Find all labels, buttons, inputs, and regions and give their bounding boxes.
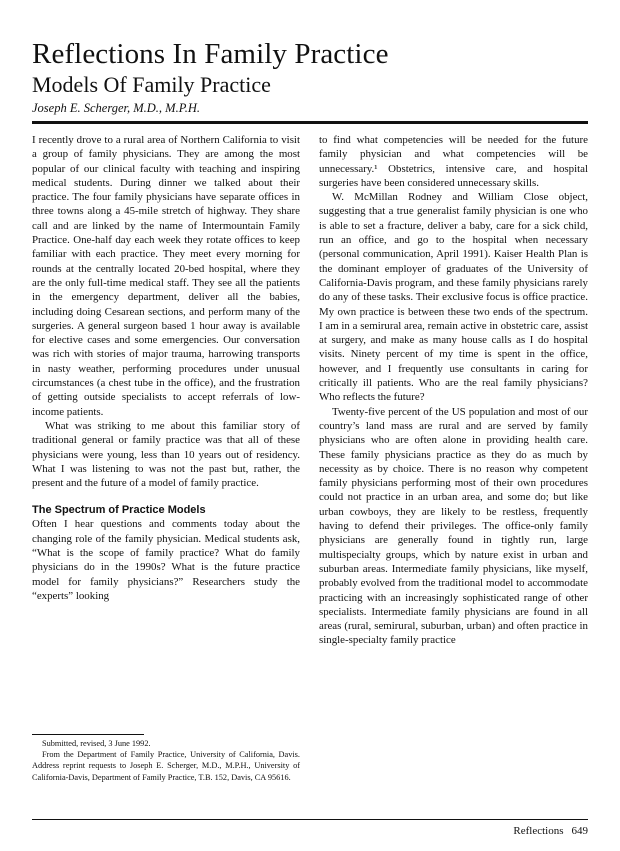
body-paragraph: What was striking to me about this familiar story of traditional general or family practice was that all of these physicians were young, less than 10 years out of residency. What I was listening to was not the past but, rather, the present and the future of a model of family practice.: [32, 419, 300, 490]
footer-rule: [32, 819, 588, 820]
footnote: Submitted, revised, 3 June 1992.: [42, 739, 151, 748]
running-footer: [513, 824, 588, 838]
footnote-rule: [32, 734, 144, 735]
left-column: [32, 133, 300, 603]
header-rule: [32, 121, 588, 124]
article-title: Reflections In Family Practice: [32, 38, 389, 70]
author-byline: Joseph E. Scherger, M.D., M.P.H.: [32, 101, 201, 115]
section-heading: The Spectrum of Practice Models: [32, 504, 206, 517]
body-paragraph: Twenty-five percent of the US population and most of our country’s land mass are rural and are served by family physicians who are often alone in providing health care. These family physicians practice as they do as much by necessity as by choice. There is no reason why competent family physicians performing most of their own procedures could not practice in an urban area, and some do; but like urban cowboys, they are likely to be restless, frequently having to defend their privileges. The office-only family physicians are generally found in tightly run, large multispecialty groups, which by nature exist in urban and suburban areas. Intermediate family physicians, like myself, probably evolved from the traditional model to accommodate practicing with an increasingly sophisticated range of other specialists. Intermediate family physicians are found in all areas (rural, semirural, suburban, urban) and often practice in single-specialty family practice: [319, 405, 588, 647]
right-column: [319, 133, 588, 648]
article-subtitle: Models Of Family Practice: [32, 72, 271, 97]
body-paragraph: I recently drove to a rural area of Northern California to visit a group of family physicians. They are among the most popular of our clinical faculty with teaching and inspiring medical students. During dinner we talked about their practice. The four family physicians have separate offices in three towns along a 45-mile stretch of highway. They share call and are linked by the name of Intermountain Family Practice. One-half day each week they rotate offices to keep familiar with each practice. They meet every morning for rounds at the centrally located 20-bed hospital, where they are the only full-time medical staff. They see all the patients in the emergency department, deliver all the babies, including doing Cesarean sections, and perform many of the surgeries. A general surgeon based 1 hour away is available for elective cases and some emergencies. Our conversation was rich with stories of major trauma, harrowing transports in nasty weather, performing procedures under unusual circumstances (a chest tube in the office), and the frustration of getting outside specialists to accept referrals of low-income patients.: [32, 134, 300, 418]
footnotes: [32, 738, 300, 783]
body-paragraph: to find what competencies will be needed for the future family physician and what competencies will be unnecessary.¹ Obstetrics, intensive care, and hospital surgeries have been considered unnecessary skills.: [319, 134, 588, 189]
body-paragraph: W. McMillan Rodney and William Close object, suggesting that a true generalist family physician is one who is able to set a fracture, deliver a baby, care for a sick child, run an office, and go to the hospital when necessary (personal communication, April 1991). Kaiser Health Plan is the dominant employer of graduates of the University of California-Davis program, and these family physicians rarely do any of these tasks. Their exclusive focus is office practice. My own practice is between these two ends of the spectrum. I am in a semirural area, remain active in obstetric care, assist at surgery, and make as many house calls as I do hospital visits. Ninety percent of my time is spent in the office, however, and I frequently use consultants in caring for critically ill patients. Who are the real family physicians? Who reflects the future?: [319, 191, 588, 404]
body-paragraph: Often I hear questions and comments today about the changing role of the family physician. Medical students ask, “What is the scope of family practice? What do family physicians do in the 1990s? What is the future practice model for family physicians?” Researchers study the “experts” looking: [32, 518, 300, 602]
footer-section-name: Reflections: [513, 825, 564, 837]
footnote: From the Department of Family Practice, University of California, Davis. Address reprint requests to Joseph E. Scherger, M.D., M.P.H., University of California-Davis, Department of Family Practice, T.B. 152, Davis, CA 95616.: [32, 750, 300, 782]
page-number: 649: [571, 825, 588, 837]
